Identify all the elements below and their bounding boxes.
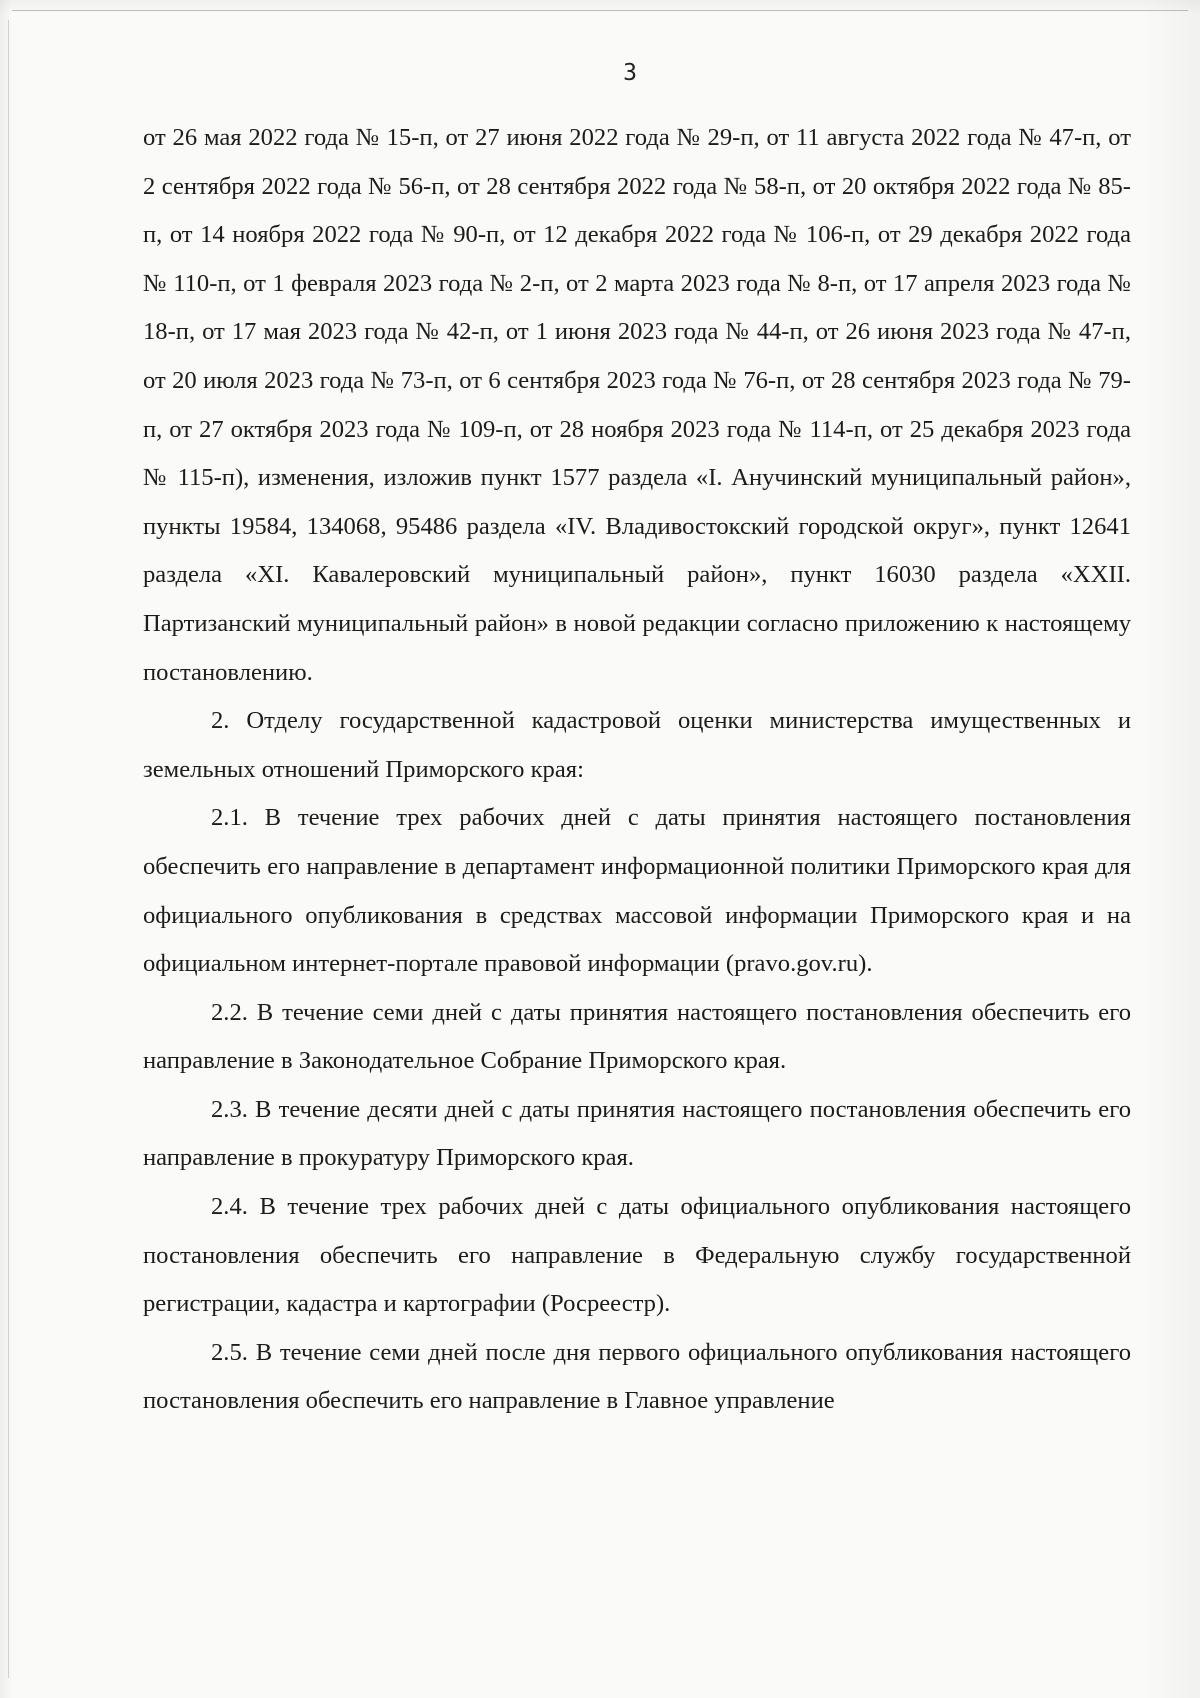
paragraph-item-2-3: 2.3. В течение десяти дней с даты принятия настоящего постановления обеспечить его направление в прокуратуру Приморского края. xyxy=(143,1095,1131,1172)
paragraph-continuation: от 26 мая 2022 года № 15-п, от 27 июня 2022 года № 29-п, от 11 августа 2022 года № 47-п, от 2 сентября 2022 года № 56-п, от 28 сентября 2022 года № 58-п, от 20 октября 2022 года № 85-п, от 14 ноября 2022 года № 90-п, от 12 декабря 2022 года № 106-п, от 29 декабря 2022 года № 110-п, от 1 февраля 2023 года № 2-п, от 2 марта 2023 года № 8-п, от 17 апреля 2023 года № 18-п, от 17 мая 2023 года № 42-п, от 1 июня 2023 года № 44-п, от 26 июня 2023 года № 47-п, от 20 июля 2023 года № 73-п, от 6 сентября 2023 года № 76-п, от 28 сентября 2023 года № 79-п, от 27 октября 2023 года № 109-п, от 28 ноября 2023 года № 114-п, от 25 декабря 2023 года № 115-п), изменения, изложив пункт 1577 раздела «I. Анучинский муниципальный район», пункты 19584, 134068, 95486 раздела «IV. Владивостокский городской округ», пункт 12641 раздела «XI. Кавалеровский муниципальный район», пункт 16030 раздела «XXII. Партизанский муниципальный район» в новой редакции согласно приложению к настоящему постановлению. xyxy=(143,124,1131,686)
paragraph-item-2-1: 2.1. В течение трех рабочих дней с даты принятия настоящего постановления обеспечить его направление в департамент информационной политики Приморского края для официального опубликования в средствах массовой информации Приморского края и на официальном интернет-портале правовой информации (pravo.gov.ru). xyxy=(143,804,1131,978)
document-body xyxy=(143,114,1131,1426)
paragraph-item-2-4: 2.4. В течение трех рабочих дней с даты официального опубликования настоящего постановления обеспечить его направление в Федеральную службу государственной регистрации, кадастра и картографии (Росреестр). xyxy=(143,1193,1131,1318)
scan-edge-top xyxy=(12,10,1188,11)
paragraph-item-2-5: 2.5. В течение семи дней после дня первого официального опубликования настоящего постановления обеспечить его направление в Главное управление xyxy=(143,1338,1131,1415)
paragraph-item-2-2: 2.2. В течение семи дней с даты принятия настоящего постановления обеспечить его направление в Законодательное Собрание Приморского края. xyxy=(143,998,1131,1075)
paragraph-item-2: 2. Отделу государственной кадастровой оценки министерства имущественных и земельных отношений Приморского края: xyxy=(143,707,1131,783)
scan-edge-left xyxy=(8,20,9,1678)
page-number: 3 xyxy=(623,60,637,86)
